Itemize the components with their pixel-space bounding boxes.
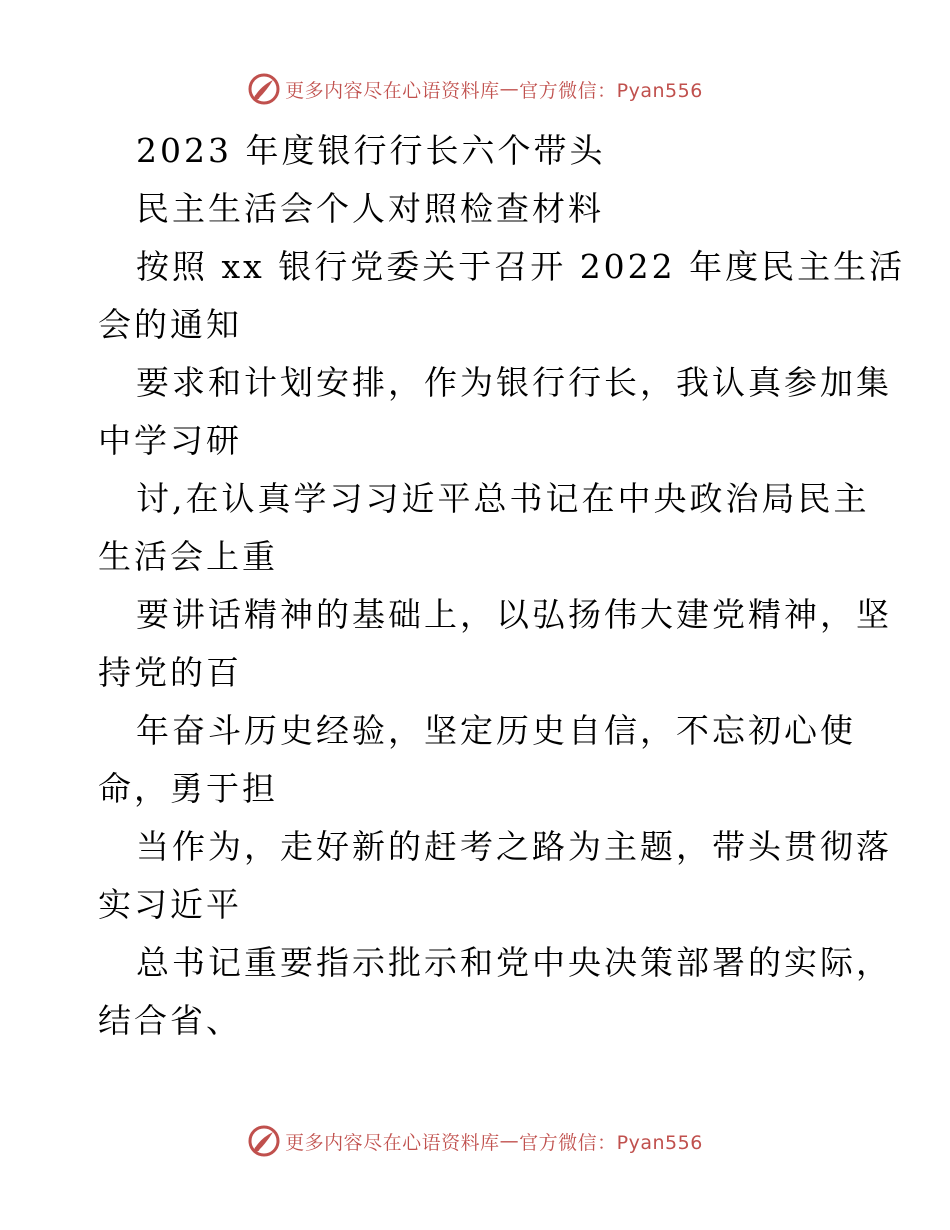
paragraph-line: 持党的百 — [98, 653, 242, 692]
header-watermark — [0, 72, 950, 106]
watermark-separator: — — [499, 1130, 520, 1152]
brush-logo-icon — [247, 1124, 281, 1158]
watermark-contact: 官方微信：Pyan556 — [519, 79, 703, 102]
paragraph-line: 总书记重要指示批示和党中央决策部署的实际， — [136, 943, 892, 982]
document-body — [98, 122, 906, 1050]
paragraph-line: 命，勇于担 — [98, 769, 278, 808]
brush-logo-icon — [247, 72, 281, 106]
paragraph-line: 实习近平 — [98, 885, 242, 924]
paragraph-line: 当作为，走好新的赶考之路为主题，带头贯彻落 — [136, 827, 892, 866]
paragraph-line: 年奋斗历史经验，坚定历史自信，不忘初心使 — [136, 711, 856, 750]
watermark-text: 更多内容尽在心语资料库 — [285, 1131, 500, 1154]
watermark-text: 更多内容尽在心语资料库 — [285, 79, 500, 102]
paragraph-line: 会的通知 — [98, 305, 242, 344]
watermark-separator: — — [499, 78, 520, 100]
paragraph-line: 生活会上重 — [98, 537, 278, 576]
doc-title-line-1: 2023 年度银行行长六个带头 — [136, 131, 606, 170]
footer-watermark — [0, 1124, 950, 1158]
paragraph-line: 结合省、 — [98, 1001, 242, 1040]
paragraph-line: 要求和计划安排，作为银行行长，我认真参加集 — [136, 363, 892, 402]
paragraph-line: 按照 xx 银行党委关于召开 2022 年度民主生活 — [136, 247, 906, 286]
paragraph-line: 要讲话精神的基础上，以弘扬伟大建党精神，坚 — [136, 595, 892, 634]
doc-title-line-2: 民主生活会个人对照检查材料 — [136, 189, 604, 228]
watermark-contact: 官方微信：Pyan556 — [519, 1131, 703, 1154]
paragraph-line: 讨,在认真学习习近平总书记在中央政治局民主 — [136, 479, 870, 518]
paragraph-line: 中学习研 — [98, 421, 242, 460]
